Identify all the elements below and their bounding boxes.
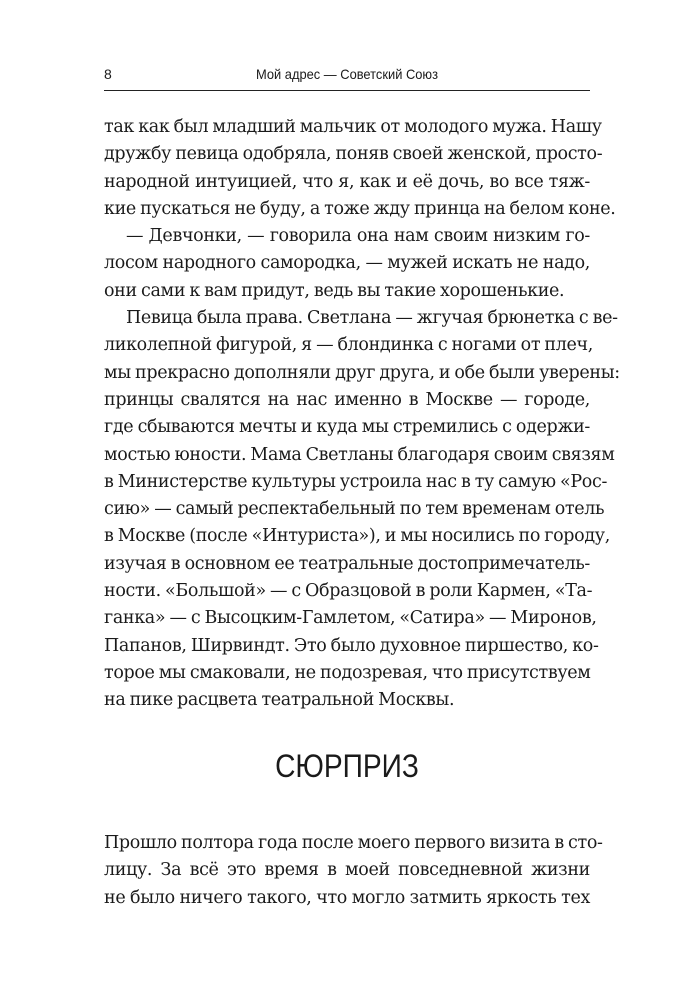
text-line: ганка» — с Высоцким-Гамлетом, «Сатира» — Миронов, <box>104 608 597 629</box>
text-line: лосом народного самородка, — мужей искать не надо, <box>104 253 590 274</box>
page-header <box>104 66 590 88</box>
body-text-section <box>104 114 620 715</box>
text-line: ликолепной фигурой, я — блондинка с ногами от плеч, <box>104 335 593 356</box>
text-line: принцы свалятся на нас именно в Москве — городе, <box>104 389 590 410</box>
header-rule <box>104 90 590 91</box>
text-line: они сами к вам придут, ведь вы такие хорошенькие. <box>104 280 565 301</box>
chapter-heading: СЮРПРИЗ <box>275 748 419 784</box>
page-number: 8 <box>104 66 113 82</box>
text-line: Певица была права. Светлана — жгучая брюнетка с ве- <box>126 308 618 329</box>
text-line: в Москве (после «Интуриста»), и мы носились по городу, <box>104 526 610 547</box>
text-line: на пике расцвета театральной Москвы. <box>104 690 455 711</box>
text-line: ности. «Большой» — с Образцовой в роли Кармен, «Та- <box>104 581 593 602</box>
running-title: Мой адрес — Советский Союз <box>255 66 439 82</box>
text-line: где сбываются мечты и куда мы стремились с одержи- <box>104 417 590 438</box>
text-line: торое мы смаковали, не подозревая, что присутствуем <box>104 662 591 683</box>
text-line: сию» — самый респектабельный по тем временам отель <box>104 499 605 520</box>
text-line: в Министерстве культуры устроила нас в ту самую «Рос- <box>104 471 608 492</box>
text-line: — Девчонки, — говорила она нам своим низким го- <box>126 226 590 247</box>
text-line: кие пускаться не буду, а тоже жду принца на белом коне. <box>104 198 616 219</box>
text-line: так как был младший мальчик от молодого мужа. Нашу <box>104 117 602 137</box>
text-line: изучая в основном ее театральные достопримечатель- <box>104 553 590 574</box>
text-line: дружбу певица одобряла, поняв своей женской, просто- <box>104 144 603 165</box>
text-line: мы прекрасно дополняли друг друга, и обе были уверены: <box>104 362 620 383</box>
text-line: Папанов, Ширвиндт. Это было духовное пиршество, ко- <box>104 635 599 656</box>
text-line: Прошло полтора года после моего первого визита в сто- <box>104 833 603 853</box>
body-text-section-continued <box>104 830 603 912</box>
text-line: лицу. За всё это время в моей повседневной жизни <box>104 860 590 881</box>
text-line: мостью юности. Мама Светланы благодаря своим связям <box>104 444 615 465</box>
text-line: народной интуицией, что я, как и её дочь, во все тяж- <box>104 171 590 192</box>
text-line: не было ничего такого, что могло затмить яркость тех <box>104 887 590 908</box>
